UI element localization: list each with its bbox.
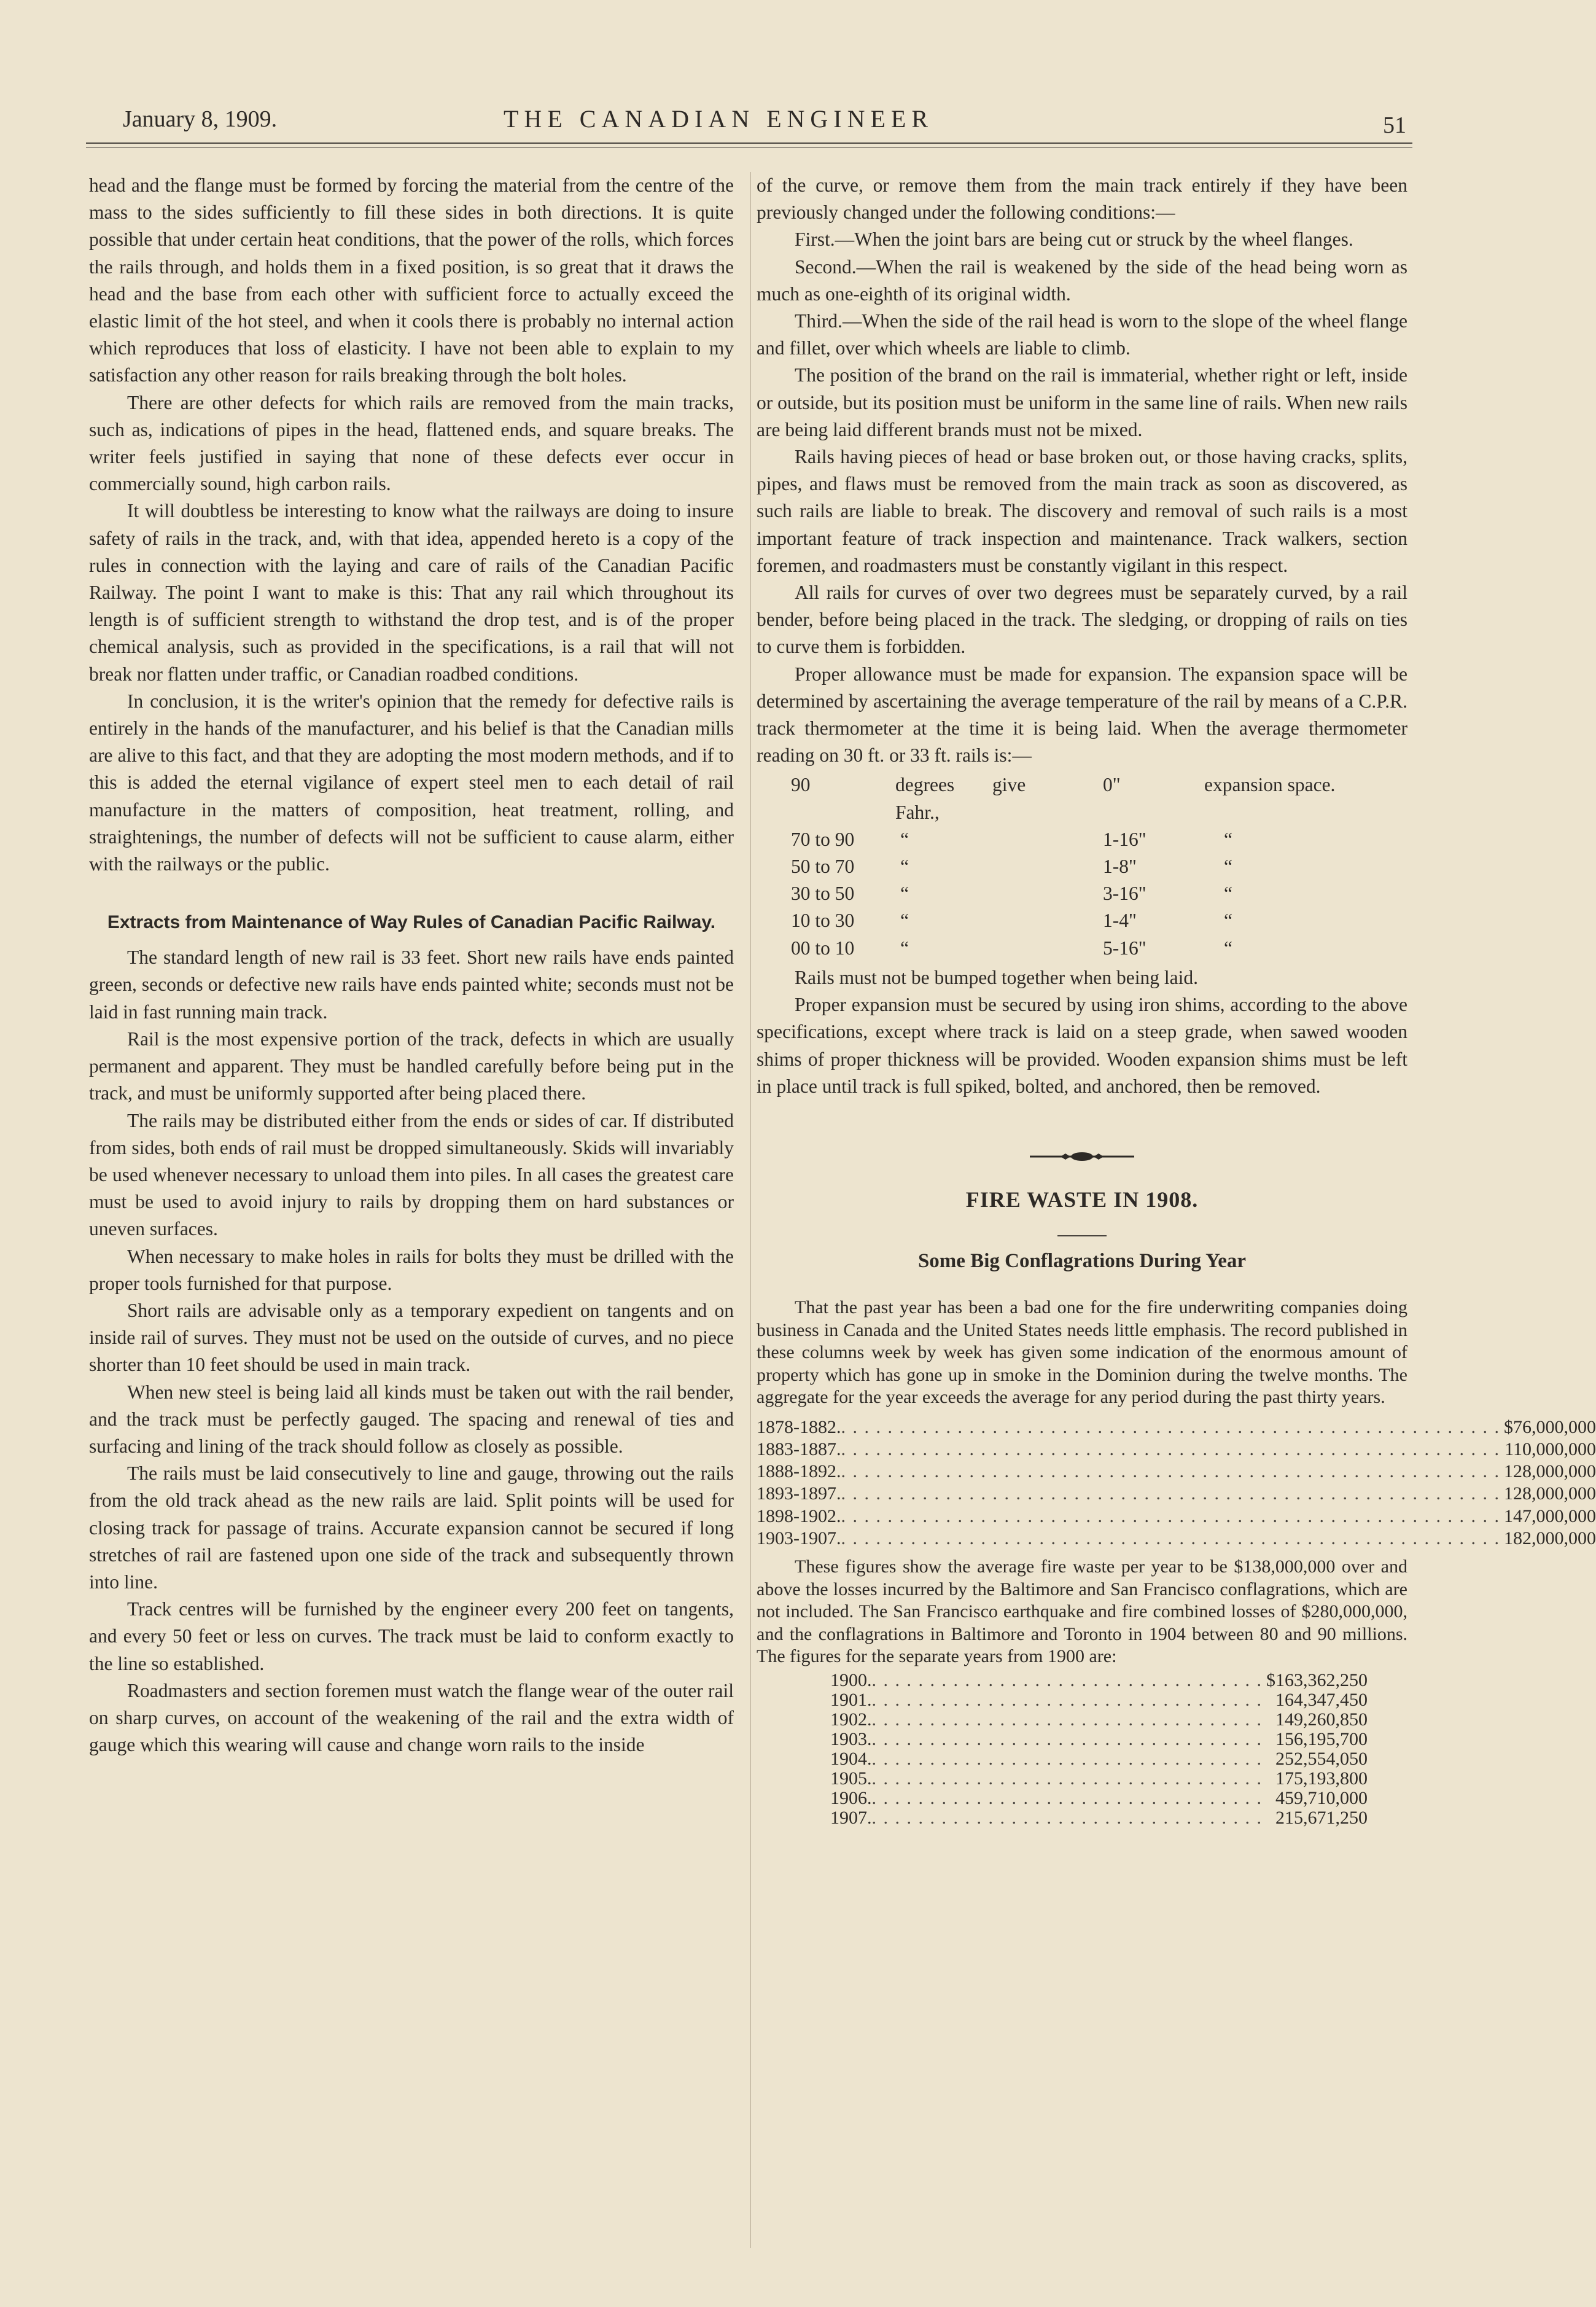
amount: 128,000,000 bbox=[1504, 1483, 1596, 1504]
temp-range: 50 to 70 bbox=[791, 856, 855, 878]
year: 1906. bbox=[830, 1787, 872, 1808]
amount: $76,000,000 bbox=[1504, 1416, 1596, 1437]
label: “ bbox=[1224, 828, 1232, 850]
ornament-icon bbox=[1030, 1150, 1134, 1163]
paragraph: Second.—When the rail is weakened by the side of the head being worn as much as one-eighth of its original width. bbox=[757, 256, 1407, 305]
paragraph: Roadmasters and section foremen must watch the flange wear of the outer rail on sharp curves, on account of the weakening of the rail and the extra width of gauge which this wearing will cause and change worn rails to the inside bbox=[89, 1679, 734, 1756]
paragraph: The standard length of new rail is 33 feet. Short new rails have ends painted green, seconds or defective new rails have ends painted white; seconds must not be laid in fast running main track. bbox=[89, 947, 734, 1023]
year: 1905. bbox=[830, 1768, 872, 1789]
temp-range: 30 to 50 bbox=[791, 883, 855, 905]
period: 1888-1892. bbox=[757, 1461, 841, 1482]
unit: “ bbox=[900, 828, 909, 850]
table-row bbox=[791, 935, 1335, 962]
label: “ bbox=[1224, 883, 1232, 905]
paragraph: The position of the brand on the rail is immaterial, whether right or left, inside or outside, but its position must be uniform in the same line of rails. When new rails are being laid different brands must not be mixed. bbox=[757, 364, 1407, 440]
publication-title: THE CANADIAN ENGINEER bbox=[504, 105, 934, 133]
left-column bbox=[89, 172, 734, 1759]
expansion-value: 1-16" bbox=[1103, 828, 1146, 850]
leader-dots: . . . . . . . . . . . . . . . . . . . . . . . . . . . . . . . . . . . . . . . . . . . . . . . . . . . . . . . . . bbox=[841, 1505, 1500, 1526]
period-losses-table bbox=[757, 1416, 1596, 1550]
paragraph: There are other defects for which rails are removed from the main tracks, such as, indications of pipes in the head, flattened ends, and square breaks. The writer feels justified in saying that none of these defects ever occur in commercially sound, high carbon rails. bbox=[89, 391, 734, 495]
table-row bbox=[830, 1710, 1368, 1730]
header-rule bbox=[86, 142, 1412, 144]
leader-dots: . . . . . . . . . . . . . . . . . . . . . . . . . . . . . . . . . . bbox=[871, 1787, 1263, 1808]
paragraph: The rails may be distributed either from the ends or sides of car. If distributed from sides, both ends of rail must be dropped simultaneously. Skids will invariably be used whenever necessary to unload them into piles. In all cases the greatest care must be used to avoid injury to rails by dropping them on hard substances or uneven surfaces. bbox=[89, 1109, 734, 1240]
period: 1903-1907. bbox=[757, 1528, 841, 1548]
amount: 459,710,000 bbox=[1275, 1787, 1368, 1808]
year: 1900. bbox=[830, 1669, 872, 1690]
table-row bbox=[791, 853, 1335, 880]
expansion-value: 0" bbox=[1103, 774, 1121, 796]
paragraph: That the past year has been a bad one for the fire underwriting companies doing business in Canada and the United States needs little emphasis. The record published in these columns week by week has given some indication of the enormous amount of property which has gone up in smoke in the Dominion during the twelve months. The aggregate for the year exceeds the average for any period during the past thirty years. bbox=[757, 1297, 1407, 1408]
verb bbox=[992, 935, 1103, 962]
period: 1883-1887. bbox=[757, 1439, 841, 1460]
page-number: 51 bbox=[1383, 112, 1406, 138]
unit: “ bbox=[900, 856, 909, 878]
period: 1893-1897. bbox=[757, 1483, 841, 1504]
temp-range: 10 to 30 bbox=[791, 910, 855, 932]
temp-range: 90 bbox=[791, 774, 811, 796]
issue-date: January 8, 1909. bbox=[123, 106, 278, 132]
leader-dots: . . . . . . . . . . . . . . . . . . . . . . . . . . . . . . . . . . . . . . . . . . . . . . . . . . . . . . . . . bbox=[841, 1416, 1500, 1437]
temp-range: 00 to 10 bbox=[791, 937, 855, 959]
amount: 182,000,000 bbox=[1504, 1528, 1596, 1548]
year: 1907. bbox=[830, 1807, 872, 1828]
paragraph: Rails having pieces of head or base broken out, or those having cracks, splits, pipes, and flaws must be removed from the main track as soon as discovered, as such rails are liable to break. The discovery and removal of such rails is a most important feature of track inspection and maintenance. Track walkers, section foremen, and roadmasters must be constantly vigilant in this respect. bbox=[757, 446, 1407, 576]
article-title: FIRE WASTE IN 1908. bbox=[965, 1187, 1199, 1212]
amount: 149,260,850 bbox=[1275, 1709, 1368, 1730]
table-row bbox=[830, 1749, 1368, 1769]
label: expansion space. bbox=[1204, 774, 1336, 796]
table-row bbox=[757, 1416, 1596, 1438]
paragraph: When necessary to make holes in rails for bolts they must be drilled with the proper tools furnished for that purpose. bbox=[89, 1245, 734, 1294]
paragraph: head and the flange must be formed by forcing the material from the centre of the mass to the sides sufficiently to fill these sides in both directions. It is quite possible that under certain heat conditions, that the power of the rolls, which forces the rails through, and holds them in a fixed position, is so great that it draws the head and the base from each other with sufficient force to actually exceed the elastic limit of the hot steel, and when it cools there is probably no internal action which reproduces that loss of elasticity. I have not been able to explain to my satisfaction any other reason for rails breaking through the bolt holes. bbox=[89, 174, 734, 386]
table-row bbox=[757, 1528, 1596, 1550]
expansion-value: 5-16" bbox=[1103, 937, 1146, 959]
section-heading: Extracts from Maintenance of Way Rules of Canadian Pacific Railway. bbox=[107, 912, 716, 933]
expansion-value: 1-4" bbox=[1103, 910, 1137, 932]
amount: 215,671,250 bbox=[1275, 1807, 1368, 1828]
verb bbox=[992, 853, 1103, 880]
paragraph: When new steel is being laid all kinds must be taken out with the rail bender, and the track must be perfectly gauged. The spacing and renewal of ties and surfacing and lining of the track should follow as closely as possible. bbox=[89, 1381, 734, 1457]
paragraph: First.—When the joint bars are being cut or struck by the wheel flanges. bbox=[795, 228, 1353, 251]
column-divider bbox=[750, 172, 751, 2248]
paragraph: These figures show the average fire waste per year to be $138,000,000 over and above the losses incurred by the Baltimore and San Francisco conflagrations, which are not included. The San Francisco earthquake and fire combined losses of $280,000,000, and the conflagrations in Baltimore and Toronto in 1904 between 80 and 90 millions. The figures for the separate years from 1900 are: bbox=[757, 1556, 1407, 1667]
amount: 110,000,000 bbox=[1505, 1439, 1596, 1460]
page-header bbox=[123, 98, 1406, 141]
amount: 147,000,000 bbox=[1504, 1505, 1596, 1526]
period: 1878-1882. bbox=[757, 1416, 841, 1437]
table-row bbox=[791, 771, 1335, 826]
amount: 156,195,700 bbox=[1275, 1728, 1368, 1749]
paragraph: All rails for curves of over two degrees must be separately curved, by a rail bender, before being placed in the track. The sledging, or dropping of rails on ties to curve them is forbidden. bbox=[757, 582, 1407, 658]
expansion-value: 3-16" bbox=[1103, 883, 1146, 905]
verb bbox=[992, 826, 1103, 853]
year-losses-table bbox=[830, 1671, 1368, 1828]
expansion-value: 1-8" bbox=[1103, 856, 1137, 878]
paragraph: The rails must be laid consecutively to line and gauge, throwing out the rails from the old track ahead as the new rails are laid. Split points will be used for closing track for passage of trains. Accurate expansion cannot be secured if long stretches of rail are fastened upon one side of the track and subsequently thrown into line. bbox=[89, 1462, 734, 1593]
table-row bbox=[830, 1789, 1368, 1808]
paragraph: Proper allowance must be made for expansion. The expansion space will be determined by ascertaining the average temperature of the rail by means of a C.P.R. track thermometer at the time it is being laid. When the average thermometer reading on 30 ft. or 33 ft. rails is:— bbox=[757, 663, 1407, 767]
period: 1898-1902. bbox=[757, 1505, 841, 1526]
leader-dots: . . . . . . . . . . . . . . . . . . . . . . . . . . . . . . . . . . . . . . . . . . . . . . . . . . . . . . . . . bbox=[841, 1461, 1500, 1482]
table-row bbox=[757, 1483, 1596, 1505]
leader-dots: . . . . . . . . . . . . . . . . . . . . . . . . . . . . . . . . . . bbox=[871, 1807, 1263, 1828]
table-row bbox=[757, 1438, 1596, 1461]
amount: 164,347,450 bbox=[1275, 1689, 1368, 1710]
paragraph: Short rails are advisable only as a temporary expedient on tangents and on inside rail of surves. They must not be used on the outside of curves, and no piece shorter than 10 feet should be used in main track. bbox=[89, 1299, 734, 1376]
leader-dots: . . . . . . . . . . . . . . . . . . . . . . . . . . . . . . . . . . bbox=[871, 1748, 1263, 1769]
leader-dots: . . . . . . . . . . . . . . . . . . . . . . . . . . . . . . . . . . bbox=[871, 1728, 1263, 1749]
leader-dots: . . . . . . . . . . . . . . . . . . . . . . . . . . . . . . . . . . . . . . . . . . . . . . . . . . . . . . . . . bbox=[841, 1439, 1500, 1460]
year: 1904. bbox=[830, 1748, 872, 1769]
paragraph: It will doubtless be interesting to know what the railways are doing to insure safety of rails in the track, and, with that idea, appended hereto is a copy of the rules in connection with the laying and care of rails of the Canadian Pacific Railway. The point I want to make is this: That any rail which throughout its length is of sufficient strength to withstand the drop test, and is of the proper chemical analysis, such as provided in the specifications, is a rail that will not break nor flatten under traffic, or Canadian roadbed conditions. bbox=[89, 500, 734, 685]
leader-dots: . . . . . . . . . . . . . . . . . . . . . . . . . . . . . . . . . . bbox=[871, 1768, 1263, 1789]
amount: 252,554,050 bbox=[1275, 1748, 1368, 1769]
title-rule bbox=[1057, 1235, 1107, 1236]
table-row bbox=[757, 1505, 1596, 1528]
table-row bbox=[830, 1690, 1368, 1710]
paragraph: of the curve, or remove them from the main track entirely if they have been previously changed under the following conditions:— bbox=[757, 174, 1407, 224]
year: 1903. bbox=[830, 1728, 872, 1749]
table-row bbox=[830, 1808, 1368, 1828]
table-row bbox=[830, 1730, 1368, 1749]
label: “ bbox=[1224, 856, 1232, 878]
article-subtitle: Some Big Conflagrations During Year bbox=[917, 1250, 1247, 1273]
temp-range: 70 to 90 bbox=[791, 828, 855, 850]
table-row bbox=[791, 907, 1335, 934]
leader-dots: . . . . . . . . . . . . . . . . . . . . . . . . . . . . . . . . . . . . . . . . . . . . . . . . . . . . . . . . . bbox=[841, 1528, 1500, 1548]
year: 1901. bbox=[830, 1689, 872, 1710]
label: “ bbox=[1224, 910, 1232, 932]
paragraph: Proper expansion must be secured by using iron shims, according to the above specifications, except where track is laid on a steep grade, when sawed wooden shims of proper thickness will be provided. Wooden expansion shims must be left in place until track is full spiked, bolted, and anchored, then be removed. bbox=[757, 994, 1407, 1097]
amount: 175,193,800 bbox=[1275, 1768, 1368, 1789]
expansion-table bbox=[791, 771, 1335, 961]
leader-dots: . . . . . . . . . . . . . . . . . . . . . . . . . . . . . . . . . . . . . . . . . . . . . . . . . . . . . . . . . bbox=[841, 1483, 1500, 1504]
table-row bbox=[830, 1769, 1368, 1789]
right-column bbox=[757, 172, 1596, 1828]
label: “ bbox=[1224, 937, 1232, 959]
paragraph: Track centres will be furnished by the engineer every 200 feet on tangents, and every 50 feet or less on curves. The track must be laid to conform exactly to the line so established. bbox=[89, 1598, 734, 1674]
table-row bbox=[791, 880, 1335, 907]
amount: $163,362,250 bbox=[1266, 1669, 1368, 1690]
paragraph: In conclusion, it is the writer's opinion that the remedy for defective rails is entirely in the hands of the manufacturer, and his belief is that the Canadian mills are alive to this fact, and that they are adopting the most modern methods, and if to this is added the eternal vigilance of expert steel men to each detail of rail manufacture in the matters of composition, heat treatment, rolling, and straightenings, the number of defects will not be sufficient to cause alarm, either with the railways or the public. bbox=[89, 690, 734, 875]
verb: give bbox=[992, 774, 1026, 796]
unit: “ bbox=[900, 937, 909, 959]
year: 1902. bbox=[830, 1709, 872, 1730]
paragraph: Rail is the most expensive portion of the track, defects in which are usually permanent and apparent. They must be handled carefully before being put in the track, and must be uniformly supported after being placed there. bbox=[89, 1028, 734, 1104]
verb bbox=[992, 880, 1103, 907]
leader-dots: . . . . . . . . . . . . . . . . . . . . . . . . . . . . . . . . . . bbox=[871, 1709, 1263, 1730]
unit: degrees Fahr., bbox=[895, 774, 955, 823]
table-row bbox=[830, 1671, 1368, 1690]
paragraph: Third.—When the side of the rail head is worn to the slope of the wheel flange and fillet, over which wheels are liable to climb. bbox=[757, 310, 1407, 359]
verb bbox=[992, 907, 1103, 934]
paragraph: Rails must not be bumped together when being laid. bbox=[795, 966, 1199, 988]
amount: 128,000,000 bbox=[1504, 1461, 1596, 1482]
leader-dots: . . . . . . . . . . . . . . . . . . . . . . . . . . . . . . . . . . bbox=[871, 1689, 1263, 1710]
table-row bbox=[791, 826, 1335, 853]
unit: “ bbox=[900, 883, 909, 905]
ornament-divider bbox=[757, 1143, 1407, 1161]
leader-dots: . . . . . . . . . . . . . . . . . . . . . . . . . . . . . . . . . . bbox=[871, 1669, 1263, 1690]
header-rule-thin bbox=[86, 147, 1412, 148]
unit: “ bbox=[900, 910, 909, 932]
table-row bbox=[757, 1461, 1596, 1483]
